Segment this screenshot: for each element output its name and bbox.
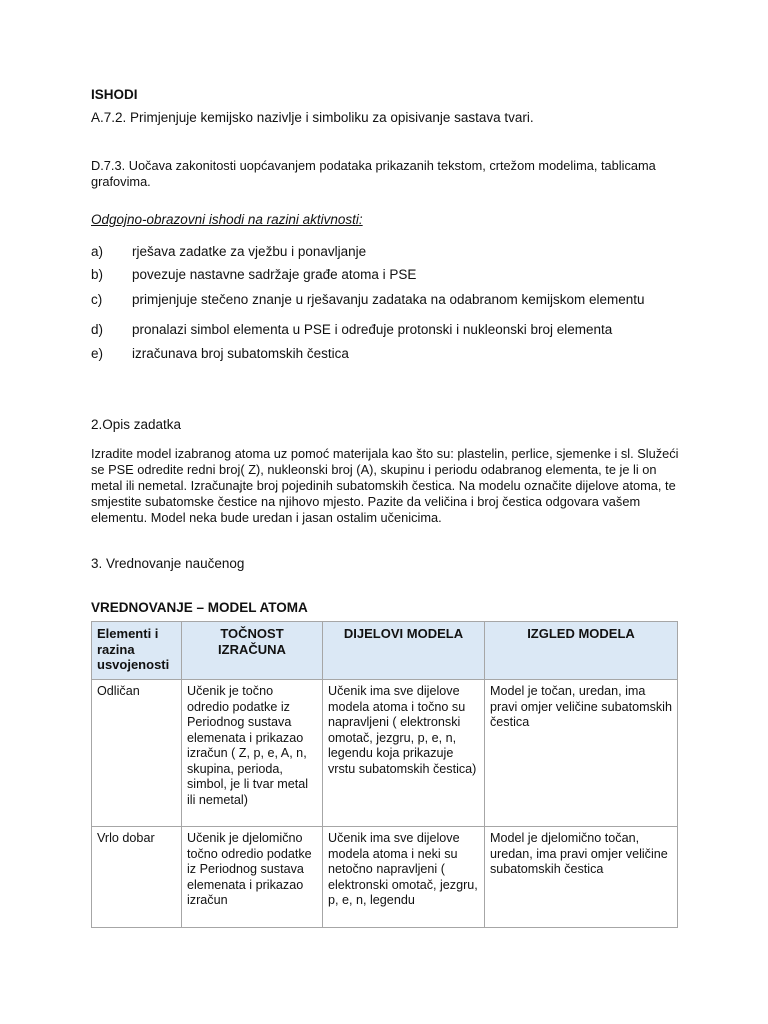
- section-3-title: 3. Vrednovanje naučenog: [91, 556, 245, 571]
- table-row: [92, 680, 678, 827]
- activity-text: povezuje nastavne sadržaje građe atoma i PSE: [132, 267, 417, 282]
- activity-item: [91, 346, 349, 361]
- activity-item: [91, 244, 366, 259]
- table-header-row: [92, 622, 678, 680]
- table-row: [92, 827, 678, 928]
- activity-item: [91, 322, 612, 337]
- cell-tocnost: Učenik je djelomično točno odredio podatke iz Periodnog sustava elemenata i prikazao izračun: [182, 827, 323, 928]
- rubric-table: [91, 621, 678, 928]
- cell-tocnost: Učenik je točno odredio podatke iz Periodnog sustava elemenata i prikazao izračun ( Z, p, e, A, n, skupina, perioda, simbol, je li tvar metal ili nemetal): [182, 680, 323, 827]
- activity-item: [91, 267, 416, 282]
- cell-izgled: Model je djelomično točan, uredan, ima pravi omjer veličine subatomskih čestica: [485, 827, 678, 928]
- cell-dijelovi: Učenik ima sve dijelove modela atoma i točno su napravljeni ( elektronski omotač, jezgru, p, e, n, legendu koja prikazuje vrstu subatomskih čestica): [323, 680, 485, 827]
- header-izgled: IZGLED MODELA: [485, 622, 678, 680]
- activities-title: Odgojno-obrazovni ishodi na razini aktivnosti:: [91, 212, 363, 227]
- section-2-title: 2.Opis zadatka: [91, 417, 182, 432]
- cell-level: Vrlo dobar: [92, 827, 182, 928]
- activity-label: b): [91, 267, 104, 282]
- activity-item: [91, 292, 645, 307]
- cell-izgled: Model je točan, uredan, ima pravi omjer veličine subatomskih čestica: [485, 680, 678, 827]
- outcome-a72: A.7.2. Primjenjuje kemijsko nazivlje i simboliku za opisivanje sastava tvari.: [91, 110, 534, 125]
- cell-dijelovi: Učenik ima sve dijelove modela atoma i neki su netočno napravljeni ( elektronski omotač, jezgru, p, e, n, legendu: [323, 827, 485, 928]
- header-levels: Elementi i razina usvojenosti: [92, 622, 182, 680]
- activity-label: d): [91, 322, 104, 337]
- activity-text: primjenjuje stečeno znanje u rješavanju zadataka na odabranom kemijskom elementu: [132, 292, 645, 307]
- activity-text: pronalazi simbol elementa u PSE i određuje protonski i nukleonski broj elementa: [132, 322, 613, 337]
- cell-level: Odličan: [92, 680, 182, 827]
- table-title: VREDNOVANJE – MODEL ATOMA: [91, 600, 308, 615]
- task-description: Izradite model izabranog atoma uz pomoć materijala kao što su: plastelin, perlice, sjemenke i sl. Služeći se PSE odredite redni broj( Z), nukleonski broj (A), skupinu i periodu odabranog elementa, te je li on metal ili nemetal. Izračunajte broj pojedinih subatomskih čestica. Na modelu označite dijelove atoma, te smjestite subatomske čestice na njihovo mjesto. Pazite da veličina i broj čestica odgovara vašem elementu. Model neka bude uredan i jasan ostalim učenicima.: [91, 446, 679, 525]
- header-tocnost: TOČNOST IZRAČUNA: [182, 622, 323, 680]
- activity-label: c): [91, 292, 103, 307]
- heading-ishodi: ISHODI: [91, 87, 138, 102]
- activity-label: a): [91, 244, 104, 259]
- header-dijelovi: DIJELOVI MODELA: [323, 622, 485, 680]
- outcome-d73: D.7.3. Uočava zakonitosti uopćavanjem podataka prikazanih tekstom, crtežom modelima, tablicama grafovima.: [91, 158, 656, 189]
- activity-label: e): [91, 346, 104, 361]
- activity-text: rješava zadatke za vježbu i ponavljanje: [132, 244, 367, 259]
- activity-text: izračunava broj subatomskih čestica: [132, 346, 349, 361]
